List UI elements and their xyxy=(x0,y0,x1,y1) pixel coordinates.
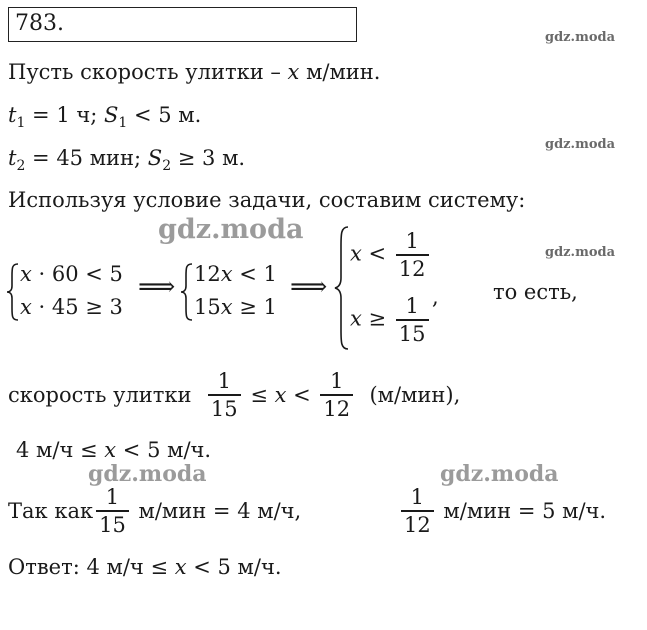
t2-line: $t_2 = 45$ мин; $S_2 \ge 3$ м. xyxy=(8,146,246,175)
sys3-line1: x < $\frac{1}{12}$ xyxy=(350,228,432,282)
sys1-line1: x · 60 < 5 xyxy=(20,262,123,286)
watermark-big-2: gdz.moda xyxy=(88,461,207,487)
watermark-small-1: gdz.moda xyxy=(545,30,616,45)
problem-number-box xyxy=(8,7,357,42)
problem-number: 783. xyxy=(15,11,64,36)
brace-3 xyxy=(334,224,350,352)
t1-line: $t_1 = 1$ ч; $S_1 < 5$ м. xyxy=(8,103,202,132)
fraction-1-12: $\frac{1}{12}$ xyxy=(396,228,429,282)
speed-line: скорость улитки $\frac{1}{15}$ ≤ x < $\frac{1}{12}$ (м/мин), xyxy=(8,369,461,421)
brace-1 xyxy=(6,262,20,322)
implies-arrow-2: ⟹ xyxy=(290,272,328,302)
sys2-line1: 12x < 1 xyxy=(194,262,277,286)
that-is-label: то есть, xyxy=(493,280,578,304)
sys3-comma: , xyxy=(432,285,439,309)
sys1-line2: x · 45 ≥ 3 xyxy=(20,295,123,319)
watermark-small-2: gdz.moda xyxy=(545,137,616,152)
sys2-line2: 15x ≥ 1 xyxy=(194,295,277,319)
watermark-big-1: gdz.moda xyxy=(158,214,304,245)
fraction-right: $\frac{1}{12}$ xyxy=(320,368,353,422)
brace-2 xyxy=(180,262,194,322)
system-intro-line: Используя условие задачи, составим систему: xyxy=(8,188,526,212)
since-line: Так как $\frac{1}{15}$ м/мин = 4 м/ч, xyxy=(8,485,302,537)
answer-line: Ответ: 4 м/ч ≤ x < 5 м/ч. xyxy=(8,555,282,579)
sys3-line2: x ≥ $\frac{1}{15}$ xyxy=(350,293,432,347)
fraction-1-15: $\frac{1}{15}$ xyxy=(396,293,429,347)
kmh-line: 4 м/ч ≤ x < 5 м/ч. xyxy=(16,438,212,462)
fraction-1-15-b: $\frac{1}{15}$ xyxy=(96,484,129,538)
since-line-right: $\frac{1}{12}$ м/мин = 5 м/ч. xyxy=(398,484,606,538)
watermark-small-3: gdz.moda xyxy=(545,245,616,260)
intro-line: Пусть скорость улитки – x м/мин. xyxy=(8,60,381,84)
fraction-1-12-b: $\frac{1}{12}$ xyxy=(401,484,434,538)
fraction-left: $\frac{1}{15}$ xyxy=(208,368,241,422)
implies-arrow-1: ⟹ xyxy=(138,272,176,302)
watermark-big-3: gdz.moda xyxy=(440,461,559,487)
